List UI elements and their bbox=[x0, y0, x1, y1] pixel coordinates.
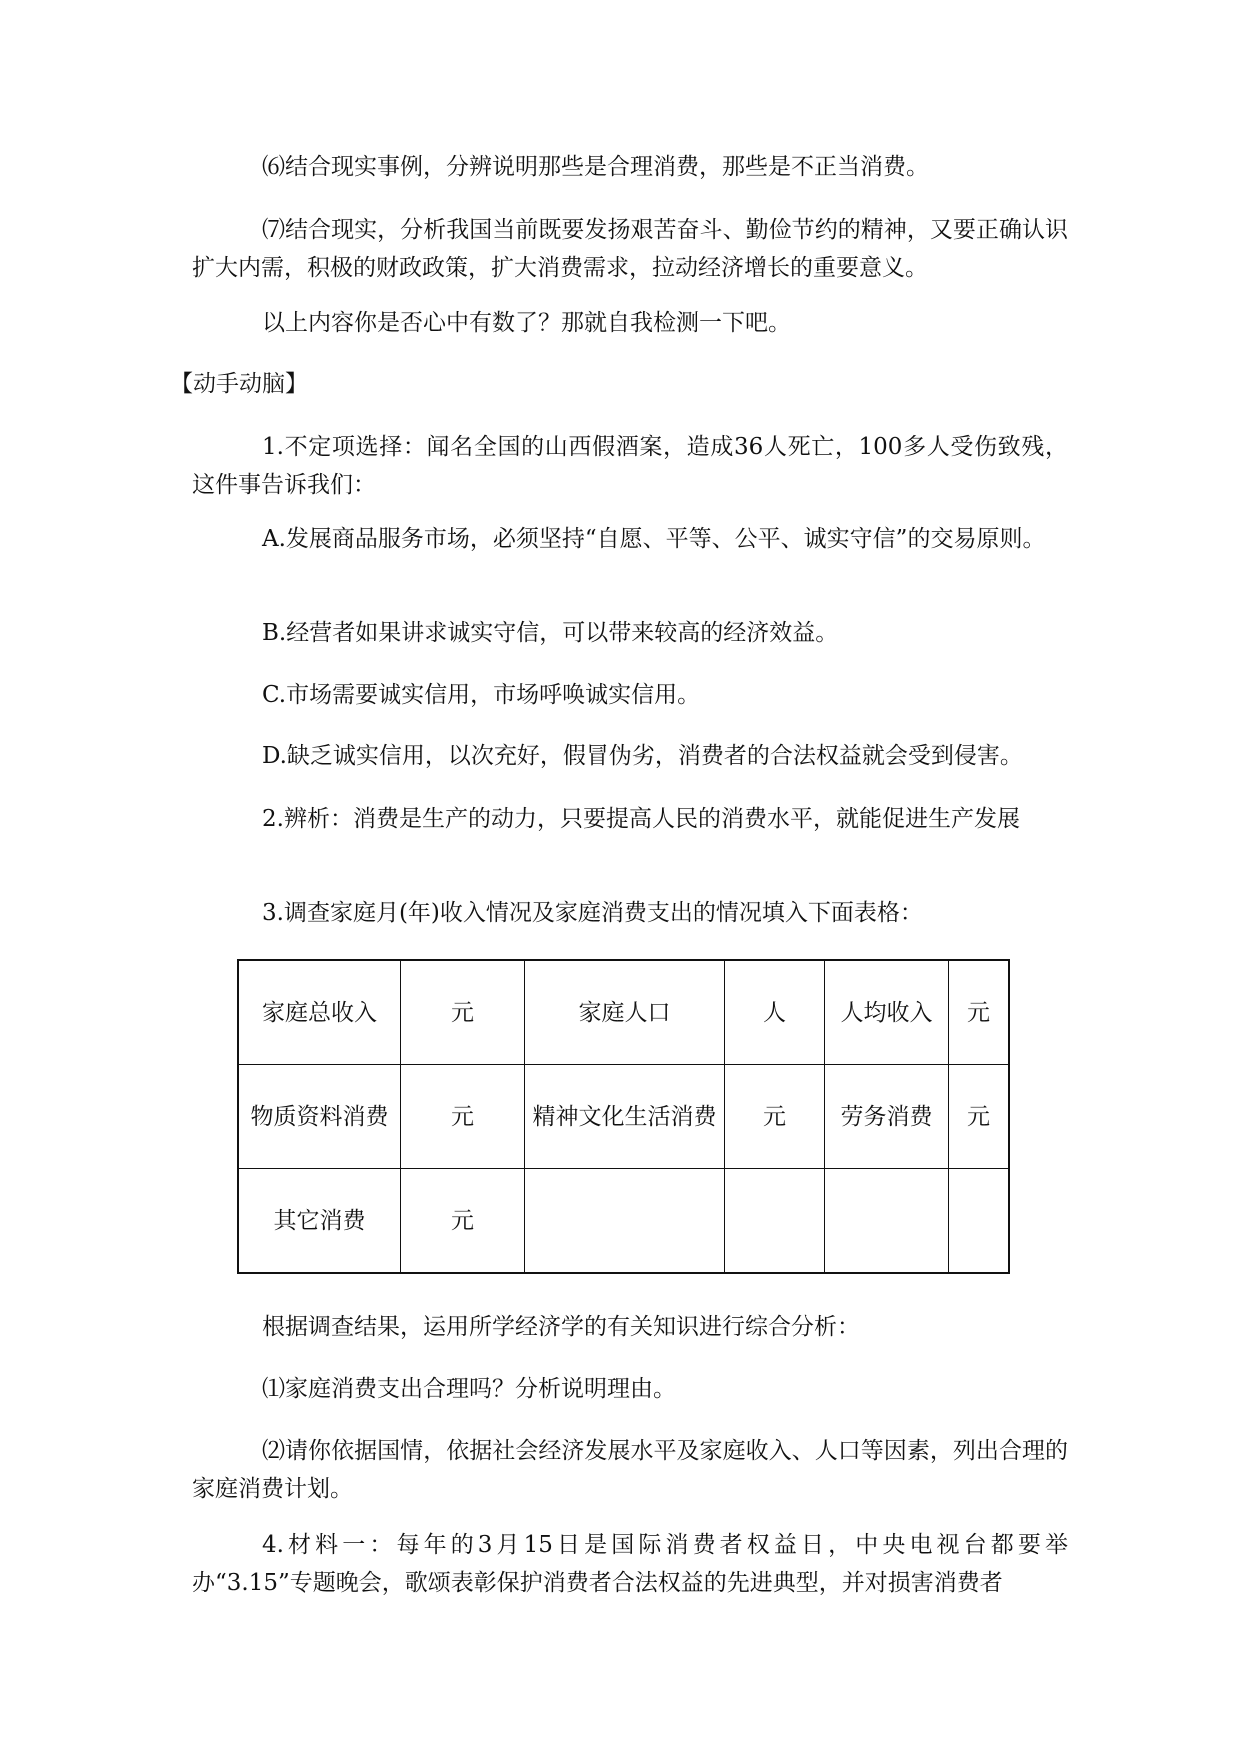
table-row bbox=[239, 1065, 1009, 1169]
question-4-text: 4.材料一：每年的3月15日是国际消费者权益日，中央电视台都要举办“3.15”专题晚会，歌颂表彰保护消费者合法权益的先进典型，并对损害消费者 bbox=[192, 1532, 1068, 1596]
table-cell bbox=[725, 1169, 825, 1273]
table-cell: 元 bbox=[401, 961, 525, 1065]
option-b: B.经营者如果讲求诚实守信，可以带来较高的经济效益。 bbox=[262, 620, 839, 646]
table-cell: 物质资料消费 bbox=[239, 1065, 401, 1169]
question-2-text: 2.辨析：消费是生产的动力，只要提高人民的消费水平，就能促进生产发展 bbox=[262, 806, 1020, 832]
table-cell: 元 bbox=[949, 961, 1009, 1065]
table-cell: 其它消费 bbox=[239, 1169, 401, 1273]
analysis-intro: 根据调查结果，运用所学经济学的有关知识进行综合分析： bbox=[262, 1314, 860, 1340]
table-cell: 家庭总收入 bbox=[239, 961, 401, 1065]
table-cell: 元 bbox=[949, 1065, 1009, 1169]
option-d: D.缺乏诚实信用，以次充好，假冒伪劣，消费者的合法权益就会受到侵害。 bbox=[262, 743, 1023, 769]
section-heading: 【动手动脑】 bbox=[170, 371, 308, 397]
sub-question-1: ⑴家庭消费支出合理吗？分析说明理由。 bbox=[262, 1376, 676, 1402]
household-survey-table bbox=[238, 960, 1009, 1273]
item-7-content: ⑺结合现实，分析我国当前既要发扬艰苦奋斗、勤俭节约的精神，又要正确认识扩大内需，积极的财政政策，扩大消费需求，拉动经济增长的重要意义。 bbox=[192, 217, 1068, 281]
question-1 bbox=[192, 428, 1068, 504]
table-cell: 元 bbox=[401, 1169, 525, 1273]
question-3: 3.调查家庭月(年)收入情况及家庭消费支出的情况填入下面表格： bbox=[262, 900, 923, 926]
table-row bbox=[239, 1169, 1009, 1273]
table-cell bbox=[525, 1169, 725, 1273]
sub-question-2-text: ⑵请你依据国情，依据社会经济发展水平及家庭收入、人口等因素，列出合理的家庭消费计划。 bbox=[192, 1438, 1068, 1502]
table-cell bbox=[825, 1169, 949, 1273]
sub-question-2 bbox=[192, 1432, 1068, 1508]
table-cell: 人均收入 bbox=[825, 961, 949, 1065]
table-cell bbox=[949, 1169, 1009, 1273]
option-a-text: A.发展商品服务市场，必须坚持“自愿、平等、公平、诚实守信”的交易原则。 bbox=[262, 526, 1046, 552]
option-a bbox=[192, 520, 1068, 558]
question-1-text: 1.不定项选择：闻名全国的山西假酒案，造成36人死亡，100多人受伤致残，这件事告诉我们： bbox=[192, 434, 1068, 498]
table-cell: 精神文化生活消费 bbox=[525, 1065, 725, 1169]
table-cell: 元 bbox=[401, 1065, 525, 1169]
self-check-text: 以上内容你是否心中有数了？那就自我检测一下吧。 bbox=[262, 310, 791, 336]
table-row bbox=[239, 961, 1009, 1065]
table-cell: 家庭人口 bbox=[525, 961, 725, 1065]
table-cell: 元 bbox=[725, 1065, 825, 1169]
item-7-text bbox=[192, 211, 1068, 287]
item-6-text: ⑹结合现实事例，分辨说明那些是合理消费，那些是不正当消费。 bbox=[262, 154, 929, 180]
table-cell: 人 bbox=[725, 961, 825, 1065]
option-c: C.市场需要诚实信用，市场呼唤诚实信用。 bbox=[262, 682, 701, 708]
table-cell: 劳务消费 bbox=[825, 1065, 949, 1169]
question-4 bbox=[192, 1526, 1068, 1602]
question-2 bbox=[192, 800, 1068, 838]
